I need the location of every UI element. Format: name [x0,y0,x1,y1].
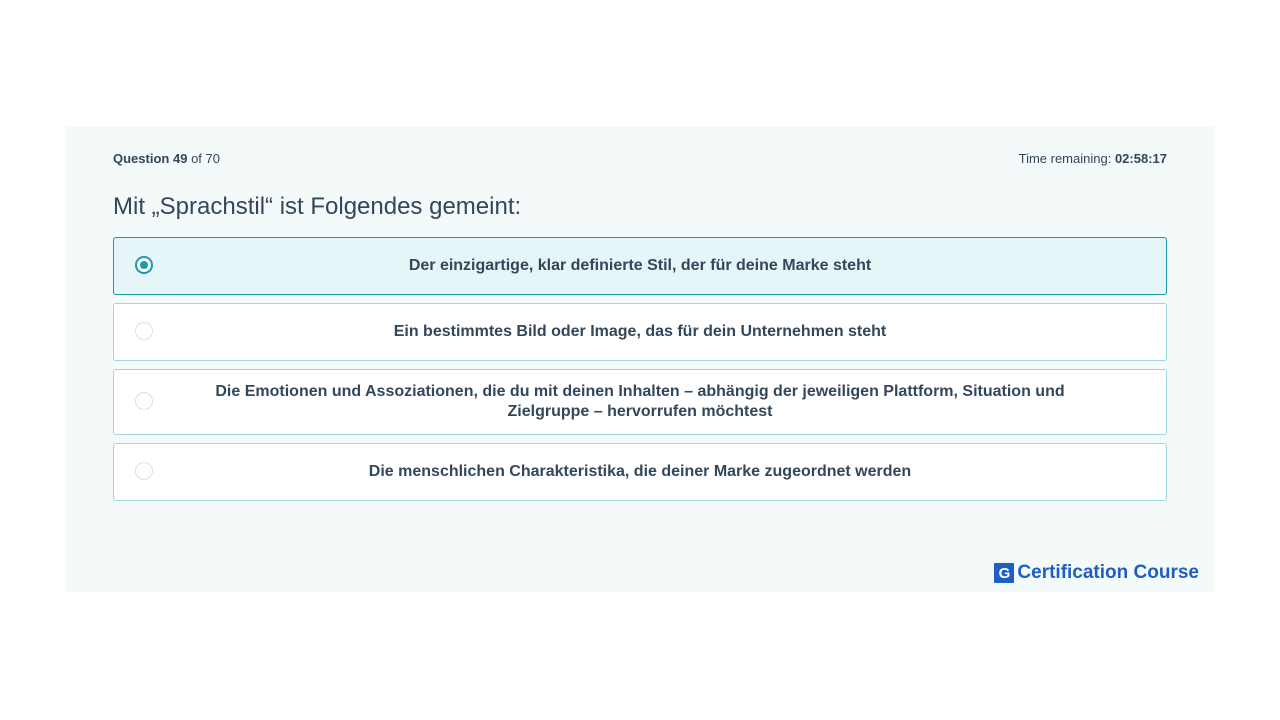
time-remaining [1019,151,1167,166]
question-text: Mit „Sprachstil“ ist Folgendes gemeint: [113,193,522,220]
quiz-meta-row [113,151,1167,169]
answer-options [113,237,1167,509]
radio-selected-icon[interactable] [135,256,153,274]
radio-unselected-icon[interactable] [135,392,153,410]
answer-option-label: Ein bestimmtes Bild oder Image, das für dein Unternehmen steht [393,323,887,340]
brand-g-icon: G [994,563,1014,583]
answer-option-label: Der einzigartige, klar definierte Stil, der für deine Marke steht [408,257,872,274]
answer-option-1[interactable] [113,237,1167,295]
answer-option-label: Die menschlichen Charakteristika, die deiner Marke zugeordnet werden [368,463,912,480]
time-value: 02:58:17 [1114,151,1167,166]
question-number: 49 [172,151,188,166]
quiz-panel [65,127,1215,592]
answer-option-4[interactable] [113,443,1167,501]
radio-unselected-icon[interactable] [135,462,153,480]
answer-option-3[interactable] [113,369,1167,435]
time-label: Time remaining: [1018,151,1112,166]
question-total: of 70 [191,151,220,166]
question-counter [113,151,220,166]
radio-unselected-icon[interactable] [135,322,153,340]
answer-option-label: Die Emotionen und Assoziationen, die du mit deinen Inhalten – abhängig der jeweiligen Plattform, Situation und Zielgruppe – hervorrufen möchtest [215,383,1065,420]
answer-option-2[interactable] [113,303,1167,361]
brand-logo [994,562,1199,584]
question-word: Question [113,151,170,166]
brand-name: Certification Course [1017,562,1199,583]
